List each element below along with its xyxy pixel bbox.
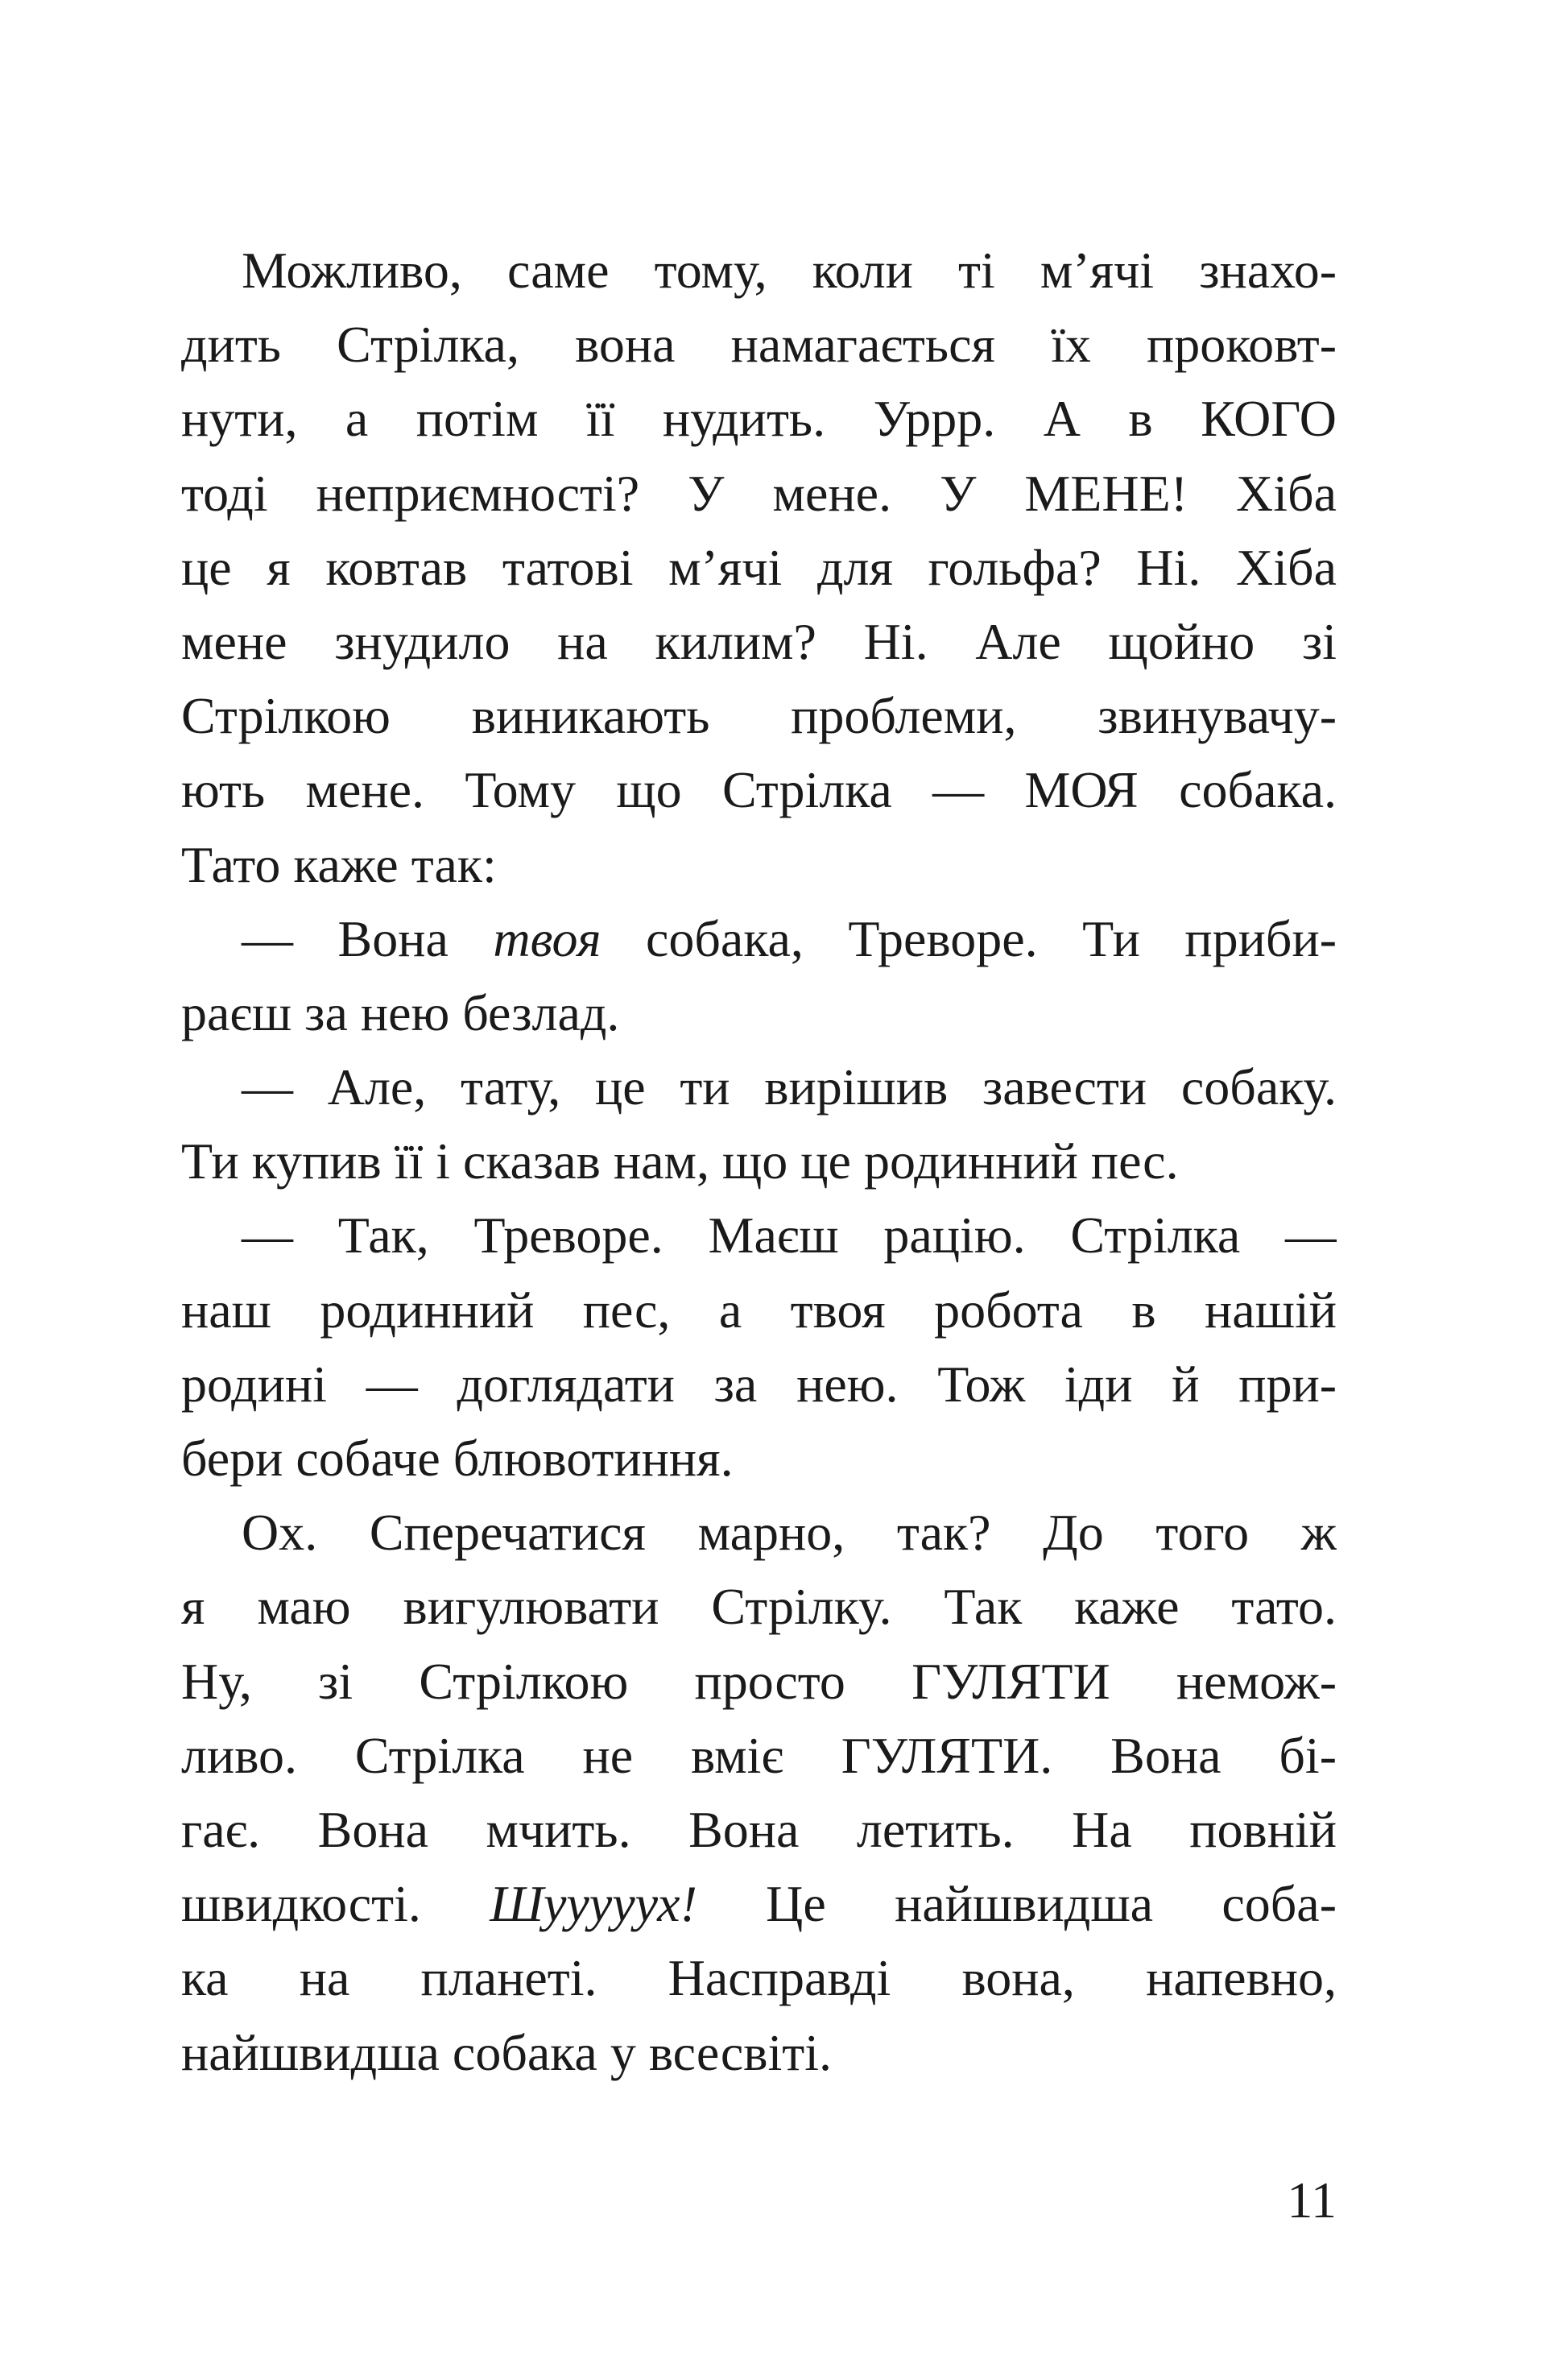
- text-span: Ти купив її і сказав нам, що це родинний пес.: [181, 1132, 1179, 1190]
- text-line: [181, 308, 1337, 382]
- text-line: [181, 1867, 1337, 1941]
- text-span: Можливо, саме тому, коли ті м’ячі знахо-: [242, 242, 1337, 299]
- text-line: [181, 1570, 1337, 1644]
- text-line: [181, 457, 1337, 531]
- text-line: [181, 605, 1337, 679]
- text-span: Тато каже так:: [181, 835, 497, 893]
- italic-text: Шууууух!: [490, 1875, 697, 1933]
- text-span: — Вона: [242, 909, 494, 967]
- text-line: [181, 1124, 1337, 1198]
- text-line: [181, 1719, 1337, 1793]
- text-line: [181, 234, 1337, 308]
- text-span: Це найшвидша соба-: [697, 1875, 1337, 1933]
- text-span: родині — доглядати за нею. Тож іди й при-: [181, 1355, 1337, 1413]
- text-span: бери собаче блювотиння.: [181, 1430, 734, 1487]
- text-line: [181, 382, 1337, 456]
- text-span: найшвидша собака у всесвіті.: [181, 2023, 832, 2081]
- text-line: [181, 679, 1337, 753]
- text-line: [181, 1496, 1337, 1570]
- text-span: Стрілкою виникають проблеми, звинувачу-: [181, 687, 1337, 745]
- text-span: тоді неприємності? У мене. У МЕНЕ! Хіба: [181, 464, 1337, 522]
- text-line: [181, 1941, 1337, 2015]
- text-span: я маю вигулювати Стрілку. Так каже тато.: [181, 1578, 1337, 1636]
- text-line: [181, 1793, 1337, 1867]
- text-span: наш родинний пес, а твоя робота в нашій: [181, 1281, 1337, 1339]
- text-span: мене знудило на килим? Ні. Але щойно зі: [181, 612, 1337, 670]
- text-line: [181, 828, 1337, 902]
- text-line: [181, 1422, 1337, 1496]
- italic-text: твоя: [493, 909, 601, 967]
- text-span: собака, Треворе. Ти приби-: [601, 909, 1337, 967]
- text-span: раєш за нею безлад.: [181, 983, 620, 1041]
- page-number: 11: [1287, 2171, 1337, 2229]
- text-span: це я ковтав татові м’ячі для гольфа? Ні. Хіба: [181, 538, 1337, 596]
- text-span: Ох. Сперечатися марно, так? До того ж: [242, 1504, 1337, 1562]
- text-line: [181, 976, 1337, 1050]
- text-line: [181, 902, 1337, 976]
- text-span: Ну, зі Стрілкою просто ГУЛЯТИ немож-: [181, 1652, 1337, 1710]
- text-line: [181, 1645, 1337, 1719]
- text-line: [181, 531, 1337, 605]
- text-line: [181, 1347, 1337, 1422]
- text-line: [181, 1273, 1337, 1347]
- text-span: ливо. Стрілка не вміє ГУЛЯТИ. Вона бі-: [181, 1726, 1337, 1784]
- text-line: [181, 1198, 1337, 1273]
- text-span: ють мене. Тому що Стрілка — МОЯ собака.: [181, 761, 1337, 819]
- text-span: нути, а потім її нудить. Уррр. А в КОГО: [181, 390, 1337, 448]
- text-span: дить Стрілка, вона намагається їх проковт-: [181, 316, 1337, 374]
- text-span: швидкості.: [181, 1875, 490, 1933]
- text-span: — Але, тату, це ти вирішив завести собаку.: [242, 1058, 1337, 1116]
- text-line: [181, 1050, 1337, 1124]
- text-span: — Так, Треворе. Маєш рацію. Стрілка —: [242, 1207, 1337, 1265]
- text-line: [181, 2016, 1337, 2090]
- body-text: [181, 234, 1337, 2090]
- text-span: гає. Вона мчить. Вона летить. На повній: [181, 1800, 1337, 1858]
- text-line: [181, 753, 1337, 827]
- text-span: ка на планеті. Насправді вона, напевно,: [181, 1949, 1337, 2007]
